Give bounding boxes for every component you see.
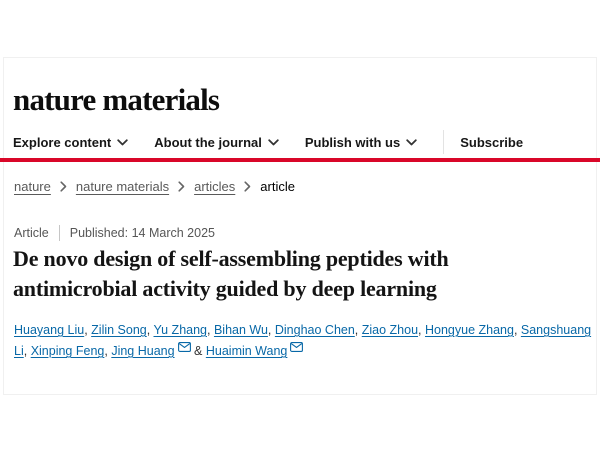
author-link-yu-zhang[interactable]: Yu Zhang xyxy=(153,323,207,337)
chevron-right-icon xyxy=(244,181,251,192)
breadcrumb-item-nature[interactable]: nature xyxy=(14,179,51,194)
chevron-down-icon xyxy=(406,139,417,146)
author-separator: , xyxy=(513,323,521,337)
author-separator: , xyxy=(104,344,112,358)
article-title: De novo design of self-assembling peptides with antimicrobial activity guided by deep learning xyxy=(13,246,449,301)
author-separator: , xyxy=(207,323,214,337)
breadcrumb xyxy=(14,179,295,194)
chevron-down-icon xyxy=(268,139,279,146)
author-link-hongyue-zhang[interactable]: Hongyue Zhang xyxy=(424,323,514,337)
article-meta xyxy=(14,225,215,241)
journal-logo[interactable]: nature materials xyxy=(13,82,220,117)
author-link-huayang-liu[interactable]: Huayang Liu xyxy=(14,323,85,337)
author-link-sangshuang-li[interactable]: Sangshuang Li xyxy=(14,323,592,358)
author-link-bihan-wu[interactable]: Bihan Wu xyxy=(213,323,268,337)
nav-item-label: Publish with us xyxy=(304,134,401,150)
email-envelope-icon[interactable] xyxy=(290,342,303,352)
author-separator: , xyxy=(418,323,425,337)
brand-rule xyxy=(0,158,600,162)
breadcrumb-item-articles[interactable]: articles xyxy=(194,179,236,194)
chevron-right-icon xyxy=(178,181,185,192)
author-separator: , xyxy=(23,344,31,358)
nav-item-explore-content[interactable] xyxy=(13,135,128,150)
author-ampersand: & xyxy=(190,344,206,358)
breadcrumb-item-article: article xyxy=(260,179,295,194)
nav-item-publish-with-us[interactable] xyxy=(305,135,417,150)
author-link-jing-huang[interactable]: Jing Huang xyxy=(111,344,175,358)
author-link-huaimin-wang[interactable]: Huaimin Wang xyxy=(205,344,288,358)
meta-divider xyxy=(59,225,60,241)
nav-item-subscribe[interactable] xyxy=(460,135,523,150)
author-link-xinping-feng[interactable]: Xinping Feng xyxy=(30,344,105,358)
author-separator: , xyxy=(84,323,92,337)
chevron-down-icon xyxy=(117,139,128,146)
chevron-right-icon xyxy=(60,181,67,192)
nav-divider xyxy=(443,130,444,154)
nav-item-about-the-journal[interactable] xyxy=(154,135,279,150)
journal-nav xyxy=(13,130,549,154)
nav-item-label: Explore content xyxy=(13,134,112,150)
author-separator: , xyxy=(146,323,154,337)
email-envelope-icon[interactable] xyxy=(178,342,191,352)
author-list xyxy=(14,320,594,362)
nav-item-label: Subscribe xyxy=(460,134,524,150)
author-separator: , xyxy=(267,323,275,337)
breadcrumb-item-nature-materials[interactable]: nature materials xyxy=(75,179,170,194)
author-link-dinghao-chen[interactable]: Dinghao Chen xyxy=(274,323,355,337)
nav-item-label: About the journal xyxy=(154,134,262,150)
author-link-zilin-song[interactable]: Zilin Song xyxy=(91,323,147,337)
article-type-label: Article xyxy=(14,226,49,240)
author-separator: , xyxy=(354,323,362,337)
published-date: Published: 14 March 2025 xyxy=(69,226,215,240)
author-link-ziao-zhou[interactable]: Ziao Zhou xyxy=(361,323,419,337)
